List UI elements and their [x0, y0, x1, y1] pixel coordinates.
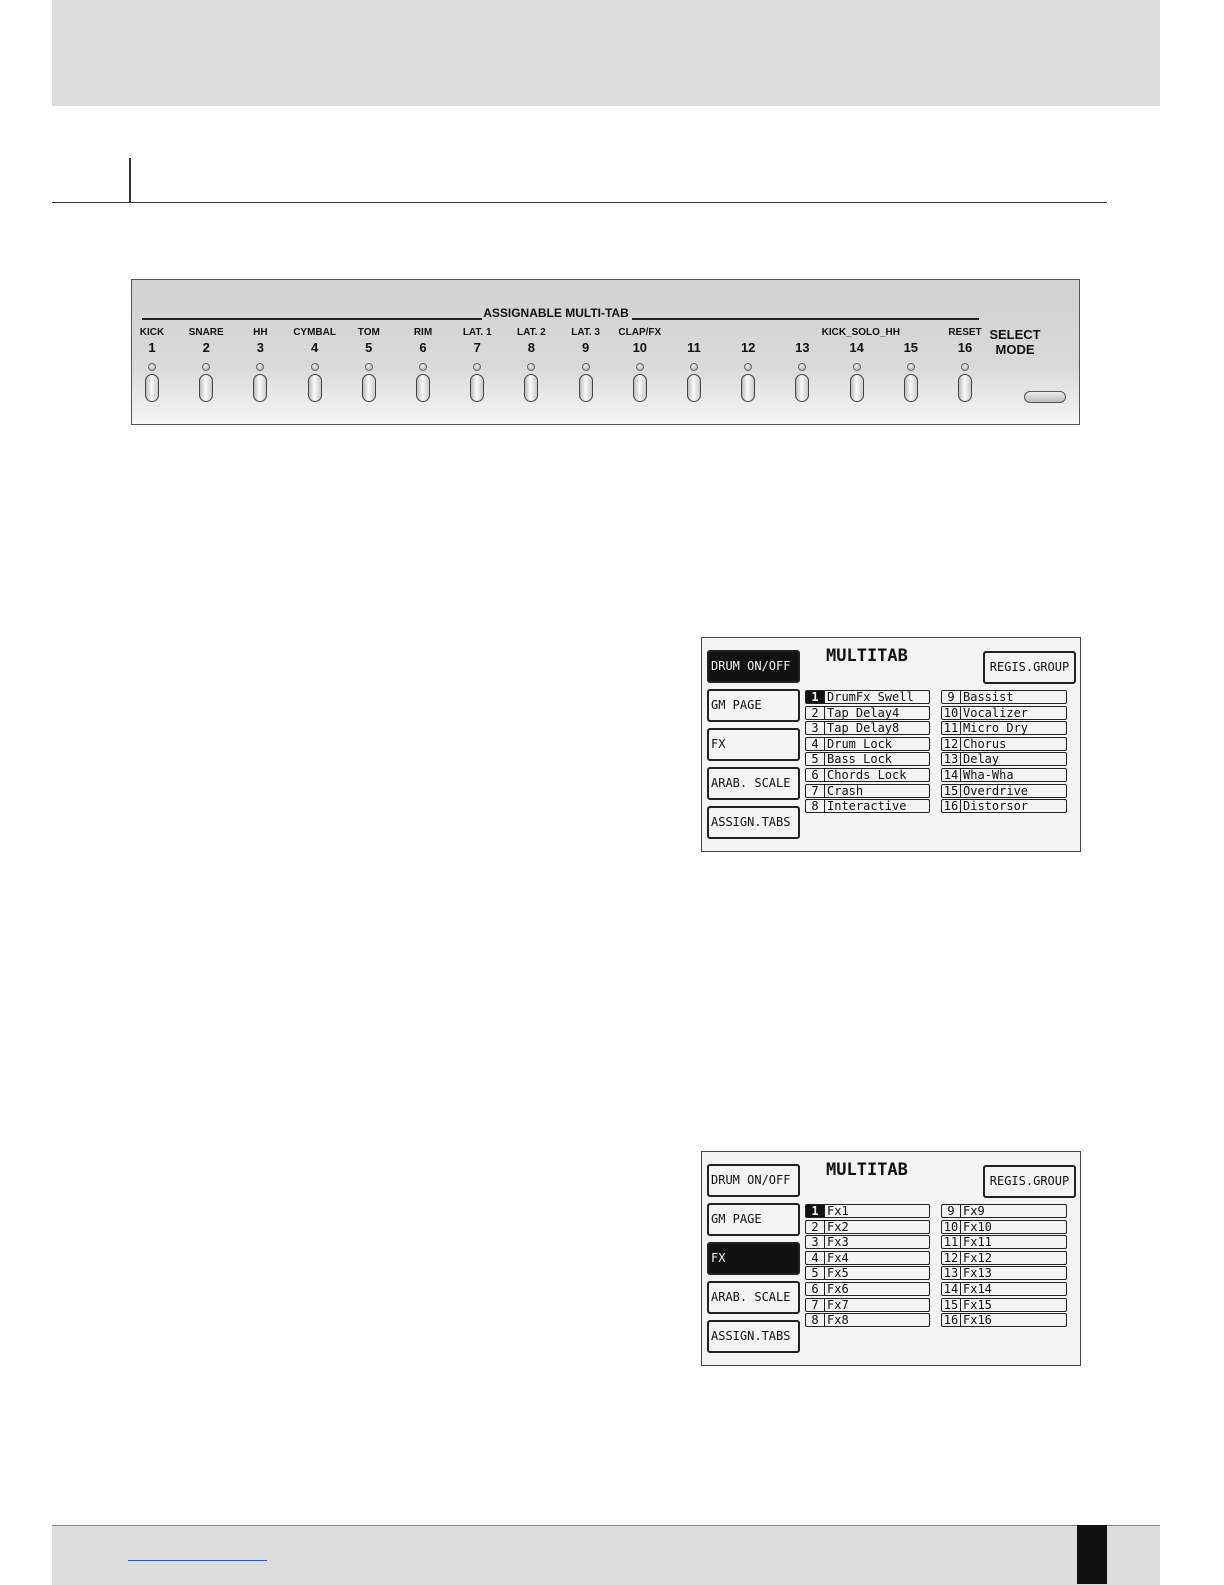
slot-number: 12: [942, 738, 961, 750]
tab-led-indicator: [202, 363, 210, 371]
tab-label: KICK: [139, 327, 165, 338]
slot-number: 16: [942, 1314, 961, 1326]
side-button-assign-tabs[interactable]: ASSIGN.TABS: [707, 806, 800, 839]
slot-name: Fx13: [963, 1267, 992, 1280]
tab-led-indicator: [256, 363, 264, 371]
slot-name: Micro Dry: [963, 722, 1029, 735]
slot-number: 3: [806, 1236, 825, 1248]
tab-number: 15: [903, 340, 919, 355]
tab-slot-15[interactable]: [941, 1298, 1067, 1312]
slot-name: Wha-Wha: [963, 769, 1014, 781]
slot-number: 5: [806, 1267, 825, 1279]
tab-8: [506, 326, 556, 402]
slot-name: Interactive: [827, 800, 907, 813]
slot-name: Tap Delay8: [827, 722, 900, 735]
tab-led-indicator: [853, 363, 861, 371]
tab-slot-10[interactable]: [941, 1220, 1067, 1234]
slot-name: Fx12: [963, 1251, 992, 1264]
slot-name: Crash: [827, 784, 864, 797]
tab-button-10[interactable]: [633, 374, 647, 402]
slot-number: 5: [806, 753, 825, 765]
slot-number: 15: [942, 785, 961, 797]
slot-number: 10: [942, 1221, 961, 1233]
tab-slot-11[interactable]: [941, 721, 1067, 735]
slot-number: 6: [806, 769, 825, 781]
header-band: [52, 0, 1160, 106]
tab-button-2[interactable]: [199, 374, 213, 402]
tab-button-11[interactable]: [687, 374, 701, 402]
screen-title: MULTITAB: [826, 1160, 908, 1180]
tab-slot-14[interactable]: [941, 768, 1067, 782]
slot-number: 12: [942, 1252, 961, 1264]
panel-title: ASSIGNABLE MULTI-TAB: [483, 306, 629, 320]
tab-10: [615, 326, 665, 402]
tab-button-13[interactable]: [795, 374, 809, 402]
tab-slot-2[interactable]: [805, 706, 930, 720]
panel-title-rule-right: [632, 318, 979, 320]
slot-number: 8: [806, 1314, 825, 1326]
slot-number: 16: [942, 800, 961, 812]
slot-number: 9: [942, 691, 961, 703]
slot-name: Delay: [963, 753, 1000, 766]
tab-number: 9: [581, 340, 590, 355]
slot-name: Fx16: [963, 1314, 992, 1327]
slot-name: Fx5: [827, 1267, 849, 1280]
slot-number: 14: [942, 769, 961, 781]
slot-number: 2: [806, 707, 825, 719]
slot-name: Fx11: [963, 1236, 992, 1249]
slot-name: Fx1: [827, 1205, 849, 1217]
tab-led-indicator: [527, 363, 535, 371]
tab-label: KICK_SOLO_HH: [821, 327, 900, 338]
tab-button-1[interactable]: [145, 374, 159, 402]
tab-button-9[interactable]: [579, 374, 593, 402]
tab-11: [669, 326, 719, 402]
slot-name: Chords Lock: [827, 769, 907, 781]
tab-slot-2[interactable]: [805, 1220, 930, 1234]
tab-button-15[interactable]: [904, 374, 918, 402]
side-button-gm-page[interactable]: GM PAGE: [707, 1203, 800, 1236]
slot-name: Vocalizer: [963, 706, 1029, 719]
tab-slot-10[interactable]: [941, 706, 1067, 720]
select-mode-button[interactable]: [1024, 391, 1066, 403]
page-number-block: [1077, 1525, 1107, 1584]
slot-name: Fx2: [827, 1220, 849, 1233]
tab-slot-3[interactable]: [805, 1235, 930, 1249]
side-button-fx[interactable]: FX: [707, 1242, 800, 1275]
tab-slot-4[interactable]: [805, 1251, 930, 1265]
tab-led-indicator: [961, 363, 969, 371]
tab-number: 1: [148, 340, 156, 355]
tab-13: [777, 326, 827, 402]
tab-led-indicator: [148, 363, 156, 371]
side-button-assign-tabs[interactable]: ASSIGN.TABS: [707, 1320, 800, 1353]
tab-slot-15[interactable]: [941, 784, 1067, 798]
slot-number: 10: [942, 707, 961, 719]
tab-label: HH: [253, 327, 268, 338]
tab-number: 6: [419, 340, 427, 355]
tab-label: RESET: [948, 327, 982, 338]
tab-slot-9[interactable]: [941, 690, 1067, 704]
regis-group-button[interactable]: REGIS.GROUP: [983, 1165, 1076, 1198]
slot-number: 2: [806, 1221, 825, 1233]
slot-name: Fx10: [963, 1220, 992, 1233]
tab-12: [723, 326, 773, 402]
tab-button-7[interactable]: [470, 374, 484, 402]
tab-led-indicator: [582, 363, 590, 371]
tab-label: RIM: [413, 327, 433, 338]
tab-number: 8: [527, 340, 535, 355]
tab-led-indicator: [419, 363, 427, 371]
slot-number: 6: [806, 1283, 825, 1295]
tab-led-indicator: [636, 363, 644, 371]
slot-name: Tap Delay4: [827, 706, 900, 719]
slot-number: 1: [806, 1205, 825, 1217]
footer-band: [52, 1525, 1160, 1585]
slot-name: Fx6: [827, 1283, 849, 1295]
tab-slot-6[interactable]: [805, 768, 930, 782]
multitab-panel: [131, 279, 1080, 425]
tab-button-6[interactable]: [416, 374, 430, 402]
tab-button-16[interactable]: [958, 374, 972, 402]
tab-slot-13[interactable]: [941, 1266, 1067, 1280]
tab-label: CLAP/FX: [618, 327, 662, 338]
tab-slot-8[interactable]: [805, 1313, 930, 1327]
tab-15: [886, 326, 936, 402]
slot-name: Chorus: [963, 737, 1007, 750]
tab-number: 3: [256, 340, 264, 355]
tab-led-indicator: [365, 363, 373, 371]
slot-name: Distorsor: [963, 800, 1029, 813]
tab-label: TOM: [357, 327, 380, 338]
slot-number: 4: [806, 738, 825, 750]
slot-name: Fx7: [827, 1298, 849, 1311]
side-button-drum-on-off[interactable]: DRUM ON/OFF: [707, 650, 800, 683]
select-mode-line1: SELECT: [989, 327, 1041, 342]
slot-name: Fx3: [827, 1236, 849, 1249]
tab-slot-3[interactable]: [805, 721, 930, 735]
tab-led-indicator: [907, 363, 915, 371]
tab-slot-8[interactable]: [805, 799, 930, 813]
tab-number: 5: [365, 340, 373, 355]
tab-slot-12[interactable]: [941, 737, 1067, 751]
tab-led-indicator: [798, 363, 806, 371]
tab-slot-16[interactable]: [941, 799, 1067, 813]
slot-number: 8: [806, 800, 825, 812]
section-rule: [52, 202, 1107, 203]
slot-number: 1: [806, 691, 825, 703]
screen-title: MULTITAB: [826, 646, 908, 666]
tab-label: LAT. 2: [517, 327, 546, 338]
slot-number: 3: [806, 722, 825, 734]
slot-number: 15: [942, 1299, 961, 1311]
tab-number: 4: [310, 340, 319, 355]
slot-name: Bassist: [963, 691, 1014, 703]
tab-3: [235, 326, 285, 402]
slot-number: 7: [806, 1299, 825, 1311]
slot-number: 7: [806, 785, 825, 797]
tab-4: [290, 326, 340, 402]
side-button-arab-scale[interactable]: ARAB. SCALE: [707, 1281, 800, 1314]
slot-name: DrumFx Swell: [827, 691, 914, 703]
slot-number: 4: [806, 1252, 825, 1264]
tab-button-5[interactable]: [362, 374, 376, 402]
tab-button-3[interactable]: [253, 374, 267, 402]
tab-2: [181, 326, 231, 402]
tab-label: LAT. 1: [462, 327, 492, 338]
tab-label: LAT. 3: [571, 327, 600, 338]
tab-slot-14[interactable]: [941, 1282, 1067, 1296]
tab-slot-5[interactable]: [805, 1266, 930, 1280]
tab-slot-6[interactable]: [805, 1282, 930, 1296]
footer-link[interactable]: [128, 1560, 267, 1561]
slot-name: Fx8: [827, 1314, 849, 1327]
tab-number: 13: [795, 340, 810, 355]
tab-slot-4[interactable]: [805, 737, 930, 751]
tab-slot-9[interactable]: [941, 1204, 1067, 1218]
tab-slot-12[interactable]: [941, 1251, 1067, 1265]
tab-slot-5[interactable]: [805, 752, 930, 766]
slot-name: Fx4: [827, 1251, 849, 1264]
tab-number: 14: [849, 340, 864, 355]
tab-number: 16: [957, 340, 973, 355]
tab-number: 11: [687, 340, 701, 355]
slot-name: Fx14: [963, 1283, 992, 1295]
tab-7: [452, 326, 502, 402]
tab-slot-7[interactable]: [805, 1298, 930, 1312]
multitab-screen-fx: [701, 1151, 1081, 1366]
tab-14: [821, 326, 900, 402]
tab-9: [561, 326, 611, 402]
tab-button-14[interactable]: [850, 374, 864, 402]
tab-6: [398, 326, 448, 402]
tab-button-8[interactable]: [524, 374, 538, 402]
tab-label: SNARE: [188, 327, 224, 338]
slot-name: Overdrive: [963, 784, 1029, 797]
tab-slot-11[interactable]: [941, 1235, 1067, 1249]
slot-number: 13: [942, 1267, 961, 1279]
side-button-arab-scale[interactable]: ARAB. SCALE: [707, 767, 800, 800]
tab-label: CYMBAL: [293, 327, 336, 338]
slot-number: 11: [942, 722, 961, 734]
tab-led-indicator: [744, 363, 752, 371]
regis-group-button[interactable]: REGIS.GROUP: [983, 651, 1076, 684]
tab-number: 7: [473, 340, 481, 355]
tab-slot-16[interactable]: [941, 1313, 1067, 1327]
slot-name: Bass Lock: [827, 753, 893, 766]
tab-1: [127, 326, 177, 402]
tab-slot-1[interactable]: [805, 690, 930, 704]
slot-number: 9: [942, 1205, 961, 1217]
select-mode-line2: MODE: [995, 342, 1035, 357]
slot-number: 13: [942, 753, 961, 765]
side-button-drum-on-off[interactable]: DRUM ON/OFF: [707, 1164, 800, 1197]
tab-number: 2: [202, 340, 210, 355]
slot-name: Fx15: [963, 1298, 992, 1311]
tab-5: [344, 326, 394, 402]
tab-led-indicator: [473, 363, 481, 371]
tab-slot-7[interactable]: [805, 784, 930, 798]
side-button-fx[interactable]: FX: [707, 728, 800, 761]
slot-name: Drum Lock: [827, 737, 893, 750]
slot-number: 11: [942, 1236, 961, 1248]
tab-led-indicator: [311, 363, 319, 371]
tab-number: 12: [740, 340, 756, 355]
slot-number: 14: [942, 1283, 961, 1295]
tab-button-12[interactable]: [741, 374, 755, 402]
section-marker: [129, 158, 131, 203]
tab-button-4[interactable]: [308, 374, 322, 402]
tab-number: 10: [632, 340, 648, 355]
side-button-gm-page[interactable]: GM PAGE: [707, 689, 800, 722]
panel-title-rule-left: [142, 318, 482, 320]
multitab-screen-drum: [701, 637, 1081, 852]
tab-slot-13[interactable]: [941, 752, 1067, 766]
tab-16: [940, 326, 990, 402]
tab-led-indicator: [690, 363, 698, 371]
tab-slot-1[interactable]: [805, 1204, 930, 1218]
slot-name: Fx9: [963, 1205, 985, 1217]
